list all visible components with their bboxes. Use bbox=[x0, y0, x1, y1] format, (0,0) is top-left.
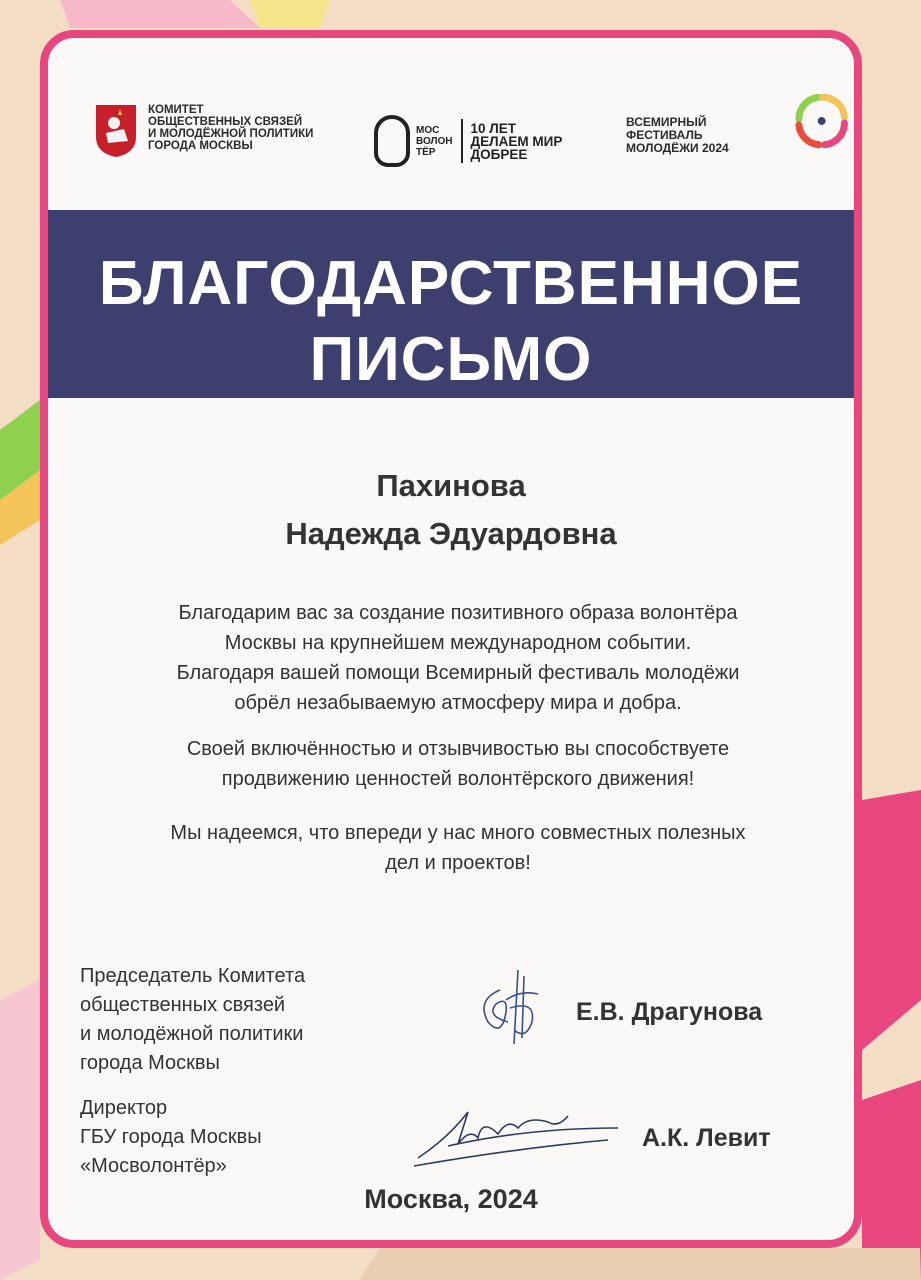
festival-logo bbox=[626, 89, 854, 155]
paragraph-1-line-3: Благодаря вашей помощи Всемирный фестиваль молодёжи bbox=[176, 662, 740, 684]
header-logos bbox=[48, 103, 854, 203]
signatory-2-position-line-1: Директор bbox=[80, 1097, 168, 1119]
committee-line-1: КОМИТЕТ bbox=[148, 104, 204, 116]
mosvolonter-mark-1: МОС bbox=[416, 124, 440, 136]
festival-line-1: ВСЕМИРНЫЙ ФЕСТИВАЛЬ bbox=[626, 114, 707, 142]
signatory-2-position-line-3: «Мосволонтёр» bbox=[80, 1155, 227, 1177]
place-and-year: Москва, 2024 bbox=[364, 1184, 538, 1214]
mosvolonter-logo bbox=[374, 115, 562, 167]
signature-dragunova bbox=[466, 960, 566, 1050]
slogan-line-3: ДОБРЕЕ bbox=[470, 146, 528, 162]
signatory-1-position-line-1: Председатель Комитета bbox=[80, 965, 306, 987]
recipient-name bbox=[48, 462, 854, 558]
signatory-1-position-line-4: города Москвы bbox=[80, 1052, 220, 1074]
paragraph-2-line-2: продвижению ценностей волонтёрского движения! bbox=[221, 768, 695, 790]
recipient-given-names: Надежда Эдуардовна bbox=[285, 516, 617, 551]
moscow-coat-of-arms-icon bbox=[94, 103, 138, 159]
slogan-line-1: 10 ЛЕТ bbox=[470, 120, 517, 136]
paragraph-1-line-2: Москвы на крупнейшем международном событии. bbox=[224, 632, 692, 654]
festival-logo-icon bbox=[789, 89, 854, 155]
committee-logo bbox=[94, 103, 313, 159]
title-line-1: БЛАГОДАРСТВЕННОЕ bbox=[98, 249, 804, 318]
paragraph-2 bbox=[78, 734, 838, 794]
mosvolonter-mark-2: ВОЛОН bbox=[416, 135, 453, 147]
slogan-line-2: ДЕЛАЕМ МИР bbox=[470, 133, 563, 149]
paragraph-3-line-1: Мы надеемся, что впереди у нас много совместных полезных bbox=[170, 822, 746, 844]
logo-divider bbox=[461, 119, 463, 163]
festival-line-2: МОЛОДЁЖИ 2024 bbox=[626, 140, 729, 155]
signature-levit bbox=[408, 1098, 628, 1178]
mosvolonter-mark-3: ТЁР bbox=[416, 146, 436, 158]
paragraph-3-line-2: дел и проектов! bbox=[385, 852, 531, 874]
certificate-card bbox=[40, 30, 862, 1248]
paragraph-1 bbox=[78, 598, 838, 718]
committee-line-3: И МОЛОДЁЖНОЙ ПОЛИТИКИ bbox=[148, 128, 314, 140]
signatory-2-name: А.К. Левит bbox=[642, 1124, 771, 1152]
paragraph-3 bbox=[78, 818, 838, 878]
recipient-surname: Пахинова bbox=[376, 468, 526, 503]
paragraph-2-line-1: Своей включённостью и отзывчивостью вы способствуете bbox=[186, 738, 730, 760]
committee-line-4: ГОРОДА МОСКВЫ bbox=[148, 140, 253, 152]
signatory-2-position-line-2: ГБУ города Москвы bbox=[80, 1126, 262, 1148]
signatory-2-position bbox=[80, 1094, 262, 1181]
title-line-2: ПИСЬМО bbox=[309, 325, 593, 394]
mosvolonter-logo-icon bbox=[374, 115, 410, 167]
signatory-1-position-line-3: и молодёжной политики bbox=[80, 1023, 304, 1045]
document-title bbox=[48, 246, 854, 398]
paragraph-1-line-4: обрёл незабываемую атмосферу мира и добра. bbox=[234, 692, 682, 714]
committee-line-2: ОБЩЕСТВЕННЫХ СВЯЗЕЙ bbox=[148, 116, 303, 128]
signatory-1-name: Е.В. Драгунова bbox=[576, 998, 763, 1026]
signatory-1-position-line-2: общественных связей bbox=[80, 994, 286, 1016]
signatory-1-position bbox=[80, 962, 305, 1078]
paragraph-1-line-1: Благодарим вас за создание позитивного образа волонтёра bbox=[178, 602, 738, 624]
